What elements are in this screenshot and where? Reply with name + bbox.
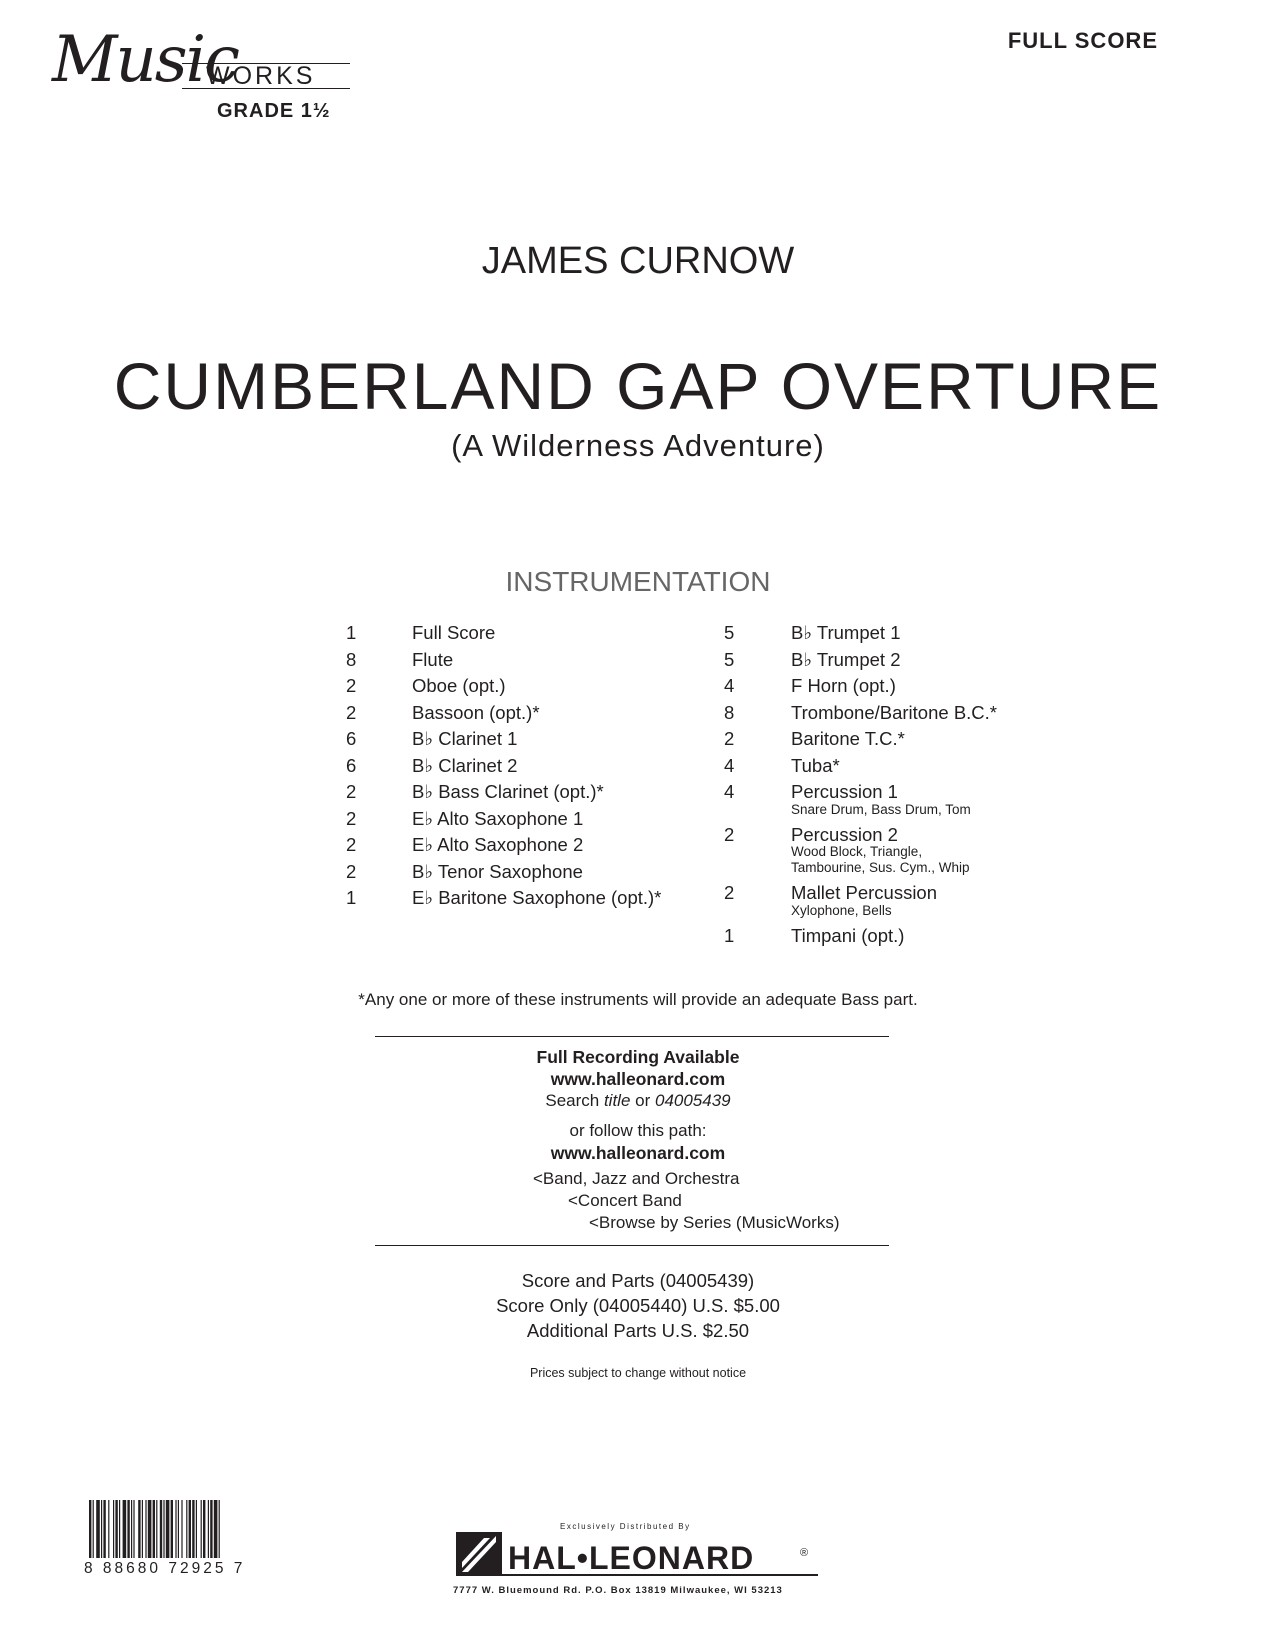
instrument-name: E♭ Baritone Saxophone (opt.)* [412, 887, 662, 908]
search-prefix: Search [545, 1091, 604, 1110]
barcode-bar [181, 1500, 182, 1558]
instrument-name: B♭ Clarinet 1 [412, 728, 518, 749]
barcode-bar [148, 1500, 152, 1558]
instrument-name: B♭ Clarinet 2 [412, 754, 518, 776]
instrument-name: B♭ Trumpet 2 [791, 648, 901, 670]
instrument-row [346, 779, 706, 806]
instrument-name: Baritone T.C.* [791, 728, 905, 749]
barcode-bar [178, 1500, 179, 1558]
barcode-bar [101, 1500, 102, 1558]
instrumentation-heading: INSTRUMENTATION [505, 566, 771, 597]
full-score-label: FULL SCORE [1007, 28, 1158, 53]
instrument-quantity: 2 [724, 882, 735, 903]
path-url[interactable]: www.halleonard.com [550, 1143, 726, 1163]
barcode-bar [214, 1500, 218, 1558]
search-code: 04005439 [654, 1091, 731, 1110]
instrument-detail: Snare Drum, Bass Drum, Tom [791, 801, 971, 817]
barcode-bar [131, 1500, 132, 1558]
instrument-quantity: 8 [346, 648, 357, 670]
instrument-name: Trombone/Baritone B.C.* [791, 701, 997, 723]
barcode-bar [133, 1500, 134, 1558]
instrument-quantity: 2 [724, 728, 735, 749]
price-line-2: Score Only (04005440) U.S. $5.00 [496, 1295, 780, 1316]
instrument-row [346, 885, 706, 912]
instrument-quantity: 6 [346, 754, 357, 776]
barcode-bar [96, 1500, 100, 1558]
barcode-bar [175, 1500, 176, 1558]
instrument-detail: Wood Block, Triangle, [791, 844, 923, 859]
barcode-bar [153, 1500, 155, 1558]
instrument-row [346, 753, 706, 780]
path-step-2: <Concert Band [568, 1191, 682, 1210]
barcode-bar [142, 1500, 143, 1558]
grade-label: GRADE 1½ [217, 100, 331, 122]
publisher-name: HAL•LEONARD [508, 1540, 755, 1576]
instrument-name: E♭ Alto Saxophone 2 [412, 834, 584, 855]
price-notice: Prices subject to change without notice [529, 1366, 747, 1380]
instrument-name: E♭ Alto Saxophone 1 [412, 807, 584, 829]
registered-mark: ® [800, 1547, 809, 1559]
instrument-row [724, 700, 1084, 727]
instrument-row [346, 700, 706, 727]
divider-bottom [375, 1245, 889, 1246]
barcode-bar [201, 1500, 202, 1558]
barcode-bar [163, 1500, 164, 1558]
instrument-name: Flute [412, 648, 454, 670]
instrument-name: F Horn (opt.) [791, 675, 896, 696]
instrumentation-left-column [346, 620, 706, 912]
instrument-quantity: 8 [724, 701, 735, 723]
instrument-row [724, 753, 1084, 780]
composer-name: JAMES CURNOW [481, 240, 795, 282]
instrument-quantity: 5 [724, 622, 735, 643]
barcode-bar [138, 1500, 140, 1558]
instrument-row [724, 880, 1084, 919]
path-step-3: <Browse by Series (MusicWorks) [589, 1213, 840, 1232]
barcode-bar [93, 1500, 94, 1558]
barcode-bar [219, 1500, 220, 1558]
price-line-1: Score and Parts (04005439) [521, 1270, 755, 1291]
barcode-bar [113, 1500, 114, 1558]
instrument-quantity: 4 [724, 675, 735, 696]
instrument-row [346, 859, 706, 886]
instrument-quantity: 1 [346, 887, 357, 908]
instrument-row [346, 647, 706, 674]
barcode-bar [160, 1500, 162, 1558]
instrument-name: Oboe (opt.) [412, 675, 506, 696]
instrument-quantity: 1 [346, 622, 357, 643]
browse-path [533, 1168, 840, 1234]
instrument-row [346, 726, 706, 753]
instrument-row [724, 822, 1084, 877]
search-mid: or [630, 1091, 655, 1110]
logo-works-text: WORKS [206, 62, 316, 90]
instrument-name: Full Score [412, 622, 496, 643]
barcode-bar [103, 1500, 105, 1558]
instrument-detail: Tambourine, Sus. Cym., Whip [791, 860, 970, 875]
barcode-bar [166, 1500, 170, 1558]
instrument-quantity: 6 [346, 728, 357, 749]
barcode-bar [189, 1500, 191, 1558]
barcode-bar [192, 1500, 194, 1558]
path-step-1: <Band, Jazz and Orchestra [533, 1169, 740, 1188]
musicworks-logo [52, 23, 352, 128]
price-info [0, 1268, 1276, 1343]
barcode-bar [123, 1500, 127, 1558]
instrument-name: B♭ Trumpet 1 [791, 622, 901, 643]
barcode-bar [186, 1500, 187, 1558]
barcode-bar [210, 1500, 212, 1558]
barcode-bar [127, 1500, 129, 1558]
recording-url[interactable]: www.halleonard.com [550, 1069, 726, 1089]
instrument-row [346, 806, 706, 833]
instrument-row [724, 779, 1084, 818]
instrument-quantity: 2 [346, 860, 357, 882]
instrument-name: B♭ Tenor Saxophone [412, 860, 583, 882]
instrument-quantity: 2 [346, 807, 357, 829]
barcode-bar [156, 1500, 157, 1558]
instrument-detail: Xylophone, Bells [791, 902, 892, 918]
barcode-bar [171, 1500, 173, 1558]
barcode-bar [203, 1500, 205, 1558]
divider-top [375, 1036, 889, 1037]
barcode-digits: 8 88680 72925 7 [84, 1560, 246, 1577]
price-line-3: Additional Parts U.S. $2.50 [526, 1320, 750, 1341]
logo-script-text: Music [52, 23, 238, 97]
instrument-quantity: 2 [346, 834, 357, 855]
instrument-quantity: 5 [724, 648, 735, 670]
instrument-name: Tuba* [791, 754, 840, 776]
bass-part-note: *Any one or more of these instruments will provide an adequate Bass part. [358, 990, 918, 1009]
instrument-quantity: 1 [724, 924, 735, 946]
instrument-name: Bassoon (opt.)* [412, 701, 540, 723]
instrument-quantity: 2 [346, 781, 357, 802]
barcode-bar [89, 1500, 91, 1558]
barcode-bar [108, 1500, 109, 1558]
instrument-row [724, 726, 1084, 753]
search-title-word: title [603, 1091, 631, 1110]
instrument-quantity: 2 [724, 823, 735, 845]
instrument-name: Percussion 1 [791, 781, 898, 802]
recording-heading: Full Recording Available [536, 1047, 740, 1067]
recording-info [0, 1046, 1276, 1164]
piece-title: CUMBERLAND GAP OVERTURE [113, 349, 1163, 423]
barcode-bar [196, 1500, 197, 1558]
instrument-name: B♭ Bass Clarinet (opt.)* [412, 781, 604, 802]
distributed-by-label: Exclusively Distributed By [560, 1522, 691, 1531]
barcode-bar [208, 1500, 209, 1558]
instrument-row [724, 673, 1084, 700]
barcode-bar [145, 1500, 146, 1558]
instrument-row [346, 673, 706, 700]
instrument-row [724, 647, 1084, 674]
piece-subtitle: (A Wilderness Adventure) [451, 428, 825, 463]
barcode-bar [119, 1500, 120, 1558]
instrument-quantity: 2 [346, 701, 357, 723]
instrument-quantity: 2 [346, 675, 357, 696]
instrument-quantity: 4 [724, 781, 735, 802]
instrument-name: Percussion 2 [791, 823, 898, 845]
barcode-bar [115, 1500, 117, 1558]
instrument-name: Timpani (opt.) [791, 924, 905, 946]
instrumentation-right-column [724, 620, 1084, 949]
publisher-address: 7777 W. Bluemound Rd. P.O. Box 13819 Milwaukee, WI 53213 [453, 1585, 783, 1596]
follow-path-text: or follow this path: [569, 1121, 707, 1140]
instrument-row [724, 923, 1084, 950]
recording-search-line [0, 1090, 1276, 1112]
instrument-row [724, 620, 1084, 647]
instrument-row [346, 620, 706, 647]
instrument-quantity: 4 [724, 754, 735, 776]
instrument-row [346, 832, 706, 859]
instrument-name: Mallet Percussion [791, 882, 938, 903]
